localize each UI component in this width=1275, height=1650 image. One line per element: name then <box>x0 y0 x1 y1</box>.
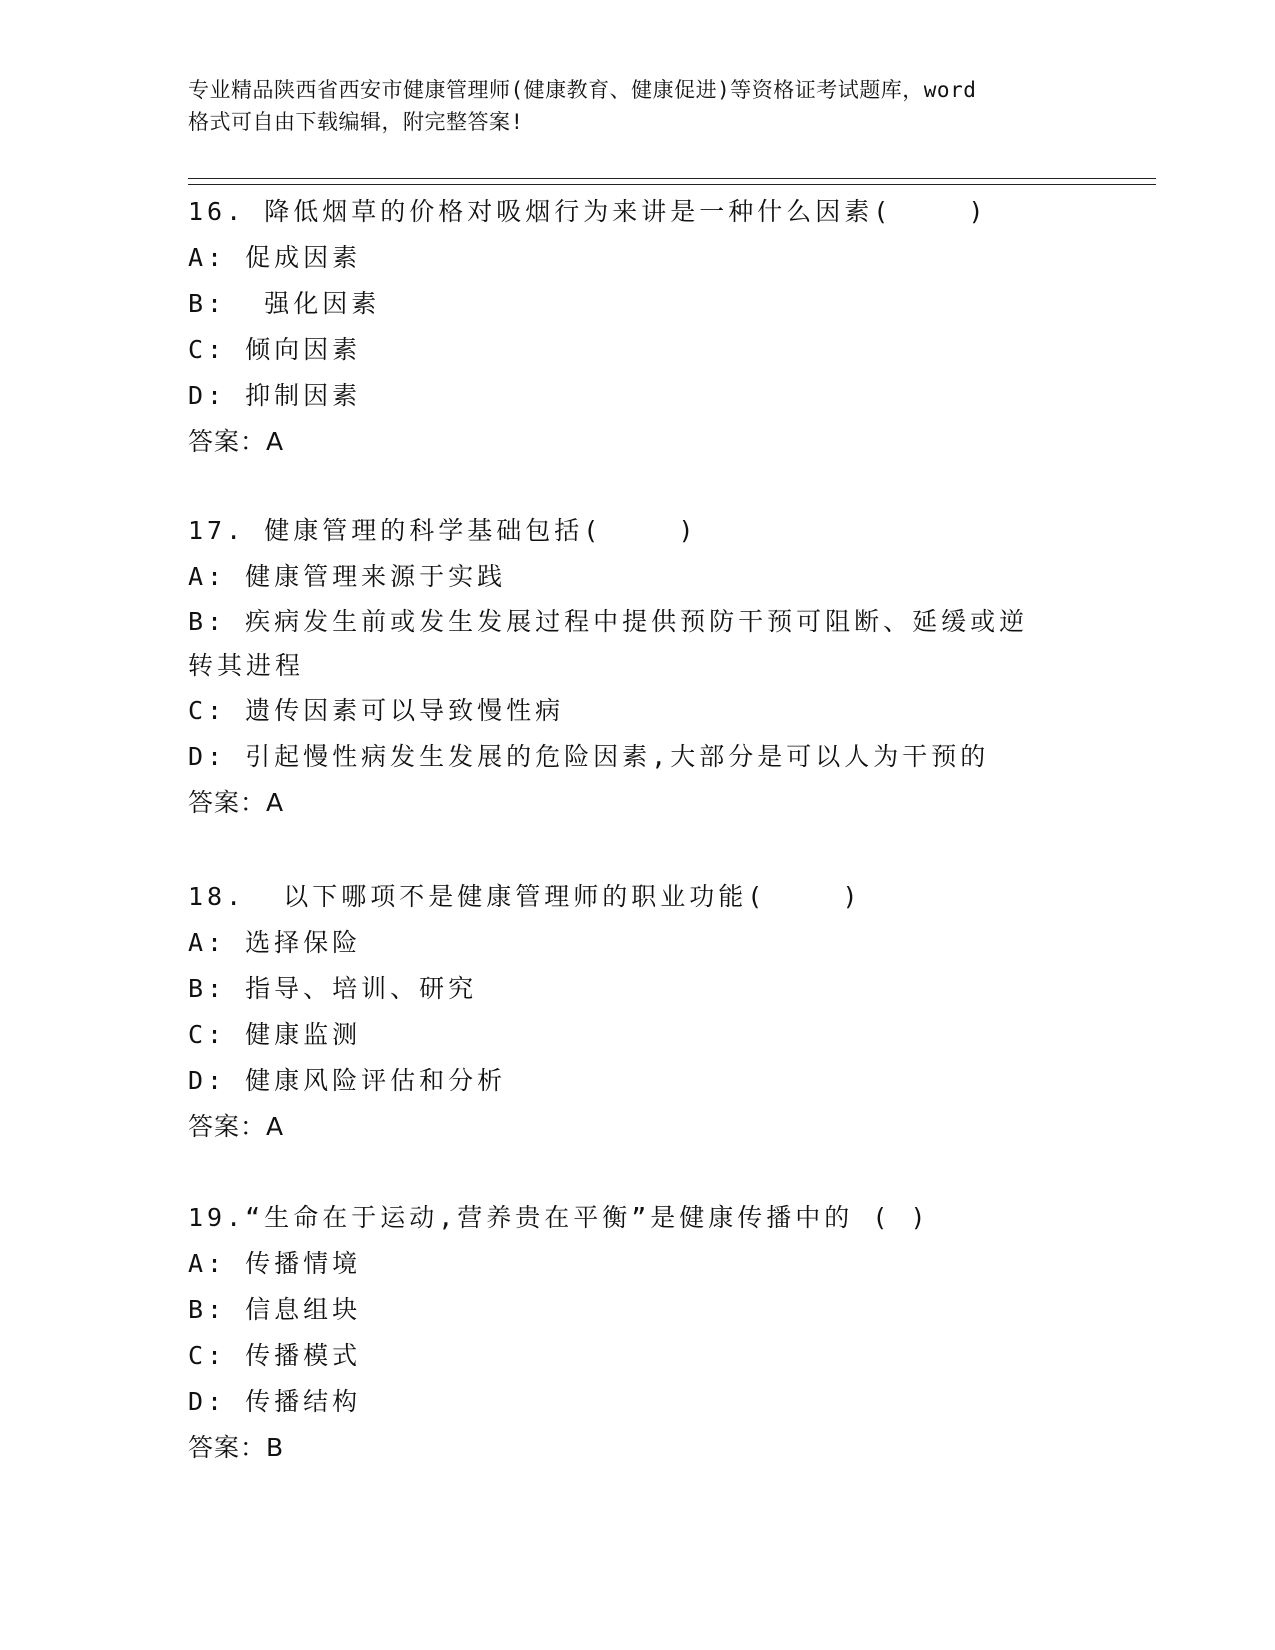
option-c: C: 传播模式 <box>188 1341 362 1370</box>
option-b: B: 指导、培训、研究 <box>188 974 478 1003</box>
option-b: B: 信息组块 <box>188 1295 362 1324</box>
option-a: A: 选择保险 <box>188 928 362 957</box>
answer-label: 答案：A <box>188 427 285 456</box>
header-line-2: 格式可自由下载编辑，附完整答案! <box>188 110 524 134</box>
option-d: D: 传播结构 <box>188 1387 362 1416</box>
answer-label: 答案：B <box>188 1433 285 1462</box>
header-divider-bottom <box>188 184 1156 185</box>
header-divider-top <box>188 178 1156 179</box>
option-c: C: 遗传因素可以导致慢性病 <box>188 696 565 725</box>
option-a: A: 促成因素 <box>188 243 362 272</box>
question-stem: 18. 以下哪项不是健康管理师的职业功能( ) <box>188 882 862 911</box>
question-stem: 17. 健康管理的科学基础包括( ) <box>188 516 698 545</box>
option-d: D: 健康风险评估和分析 <box>188 1066 507 1095</box>
question-19 <box>188 1195 1088 1471</box>
document-header <box>188 74 1088 138</box>
option-c: C: 健康监测 <box>188 1020 362 1049</box>
answer-label: 答案：A <box>188 788 285 817</box>
question-18 <box>188 874 1088 1150</box>
option-c: C: 倾向因素 <box>188 335 362 364</box>
question-16 <box>188 189 1088 465</box>
question-17 <box>188 508 1088 826</box>
option-a: A: 健康管理来源于实践 <box>188 562 507 591</box>
option-a: A: 传播情境 <box>188 1249 362 1278</box>
option-d: D: 引起慢性病发生发展的危险因素,大部分是可以人为干预的 <box>188 742 990 771</box>
answer-label: 答案：A <box>188 1112 285 1141</box>
question-stem: 19.“生命在于运动,营养贵在平衡”是健康传播中的 ( ) <box>188 1203 930 1232</box>
option-b: B: 强化因素 <box>188 289 381 318</box>
question-stem: 16. 降低烟草的价格对吸烟行为来讲是一种什么因素( ) <box>188 197 988 226</box>
option-b: B: 疾病发生前或发生发展过程中提供预防干预可阻断、延缓或逆转其进程 <box>188 607 1029 680</box>
option-d: D: 抑制因素 <box>188 381 362 410</box>
header-line-1: 专业精品陕西省西安市健康管理师(健康教育、健康促进)等资格证考试题库，word <box>188 78 977 102</box>
